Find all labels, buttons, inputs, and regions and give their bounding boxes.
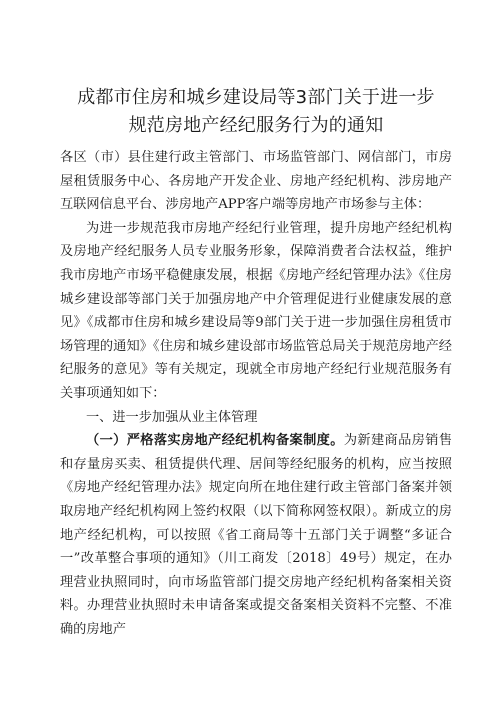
- item-1-paragraph: [60, 429, 452, 641]
- document-title: [60, 84, 452, 140]
- title-line-2: 规范房地产经纪服务行为的通知: [128, 115, 384, 136]
- title-line-1: 成都市住房和城乡建设局等3部门关于进一步: [77, 87, 435, 108]
- item-1-text: 为新建商品房销售和存量房买卖、租赁提供代理、居间等经纪服务的机构，应当按照《房地产经纪管理办法》规定向所在地住建行政主管部门备案并领取房地产经纪机构网上签约权限（以下简称网签权限）。新成立的房地产经纪机构，可以按照《省工商局等十五部门关于调整“多证合一”改革整合事项的通知》（川工商发〔2018〕49号）规定，在办理营业执照同时，向市场监管部门提交房地产经纪机构备案相关资料。办理营业执照时未申请备案或提交备案相关资料不完整、不准确的房地产: [60, 433, 453, 637]
- intro-paragraph: 为进一步规范我市房地产经纪行业管理，提升房地产经纪机构及房地产经纪服务人员专业服务形象，保障消费者合法权益，维护我市房地产市场平稳健康发展，根据《房地产经纪管理办法》《住房城乡建设部等部门关于加强房地产中介管理促进行业健康发展的意见》《成都市住房和城乡建设局等9部门关于进一步加强住房租赁市场管理的通知》《住房和城乡建设部市场监管总局关于规范房地产经纪服务的意见》等有关规定，现就全市房地产经纪行业规范服务有关事项通知如下：: [60, 220, 452, 401]
- section-heading-1: 一、进一步加强从业主体管理: [86, 409, 258, 425]
- addressee-paragraph: 各区（市）县住建行政主管部门、市场监管部门、网信部门，市房屋租赁服务中心、各房地产开发企业、房地产经纪机构、涉房地产互联网信息平台、涉房地产APP客户端等房地产市场参与主体：: [60, 150, 452, 213]
- item-1-lead: （一）严格落实房地产经纪机构备案制度。: [86, 433, 344, 449]
